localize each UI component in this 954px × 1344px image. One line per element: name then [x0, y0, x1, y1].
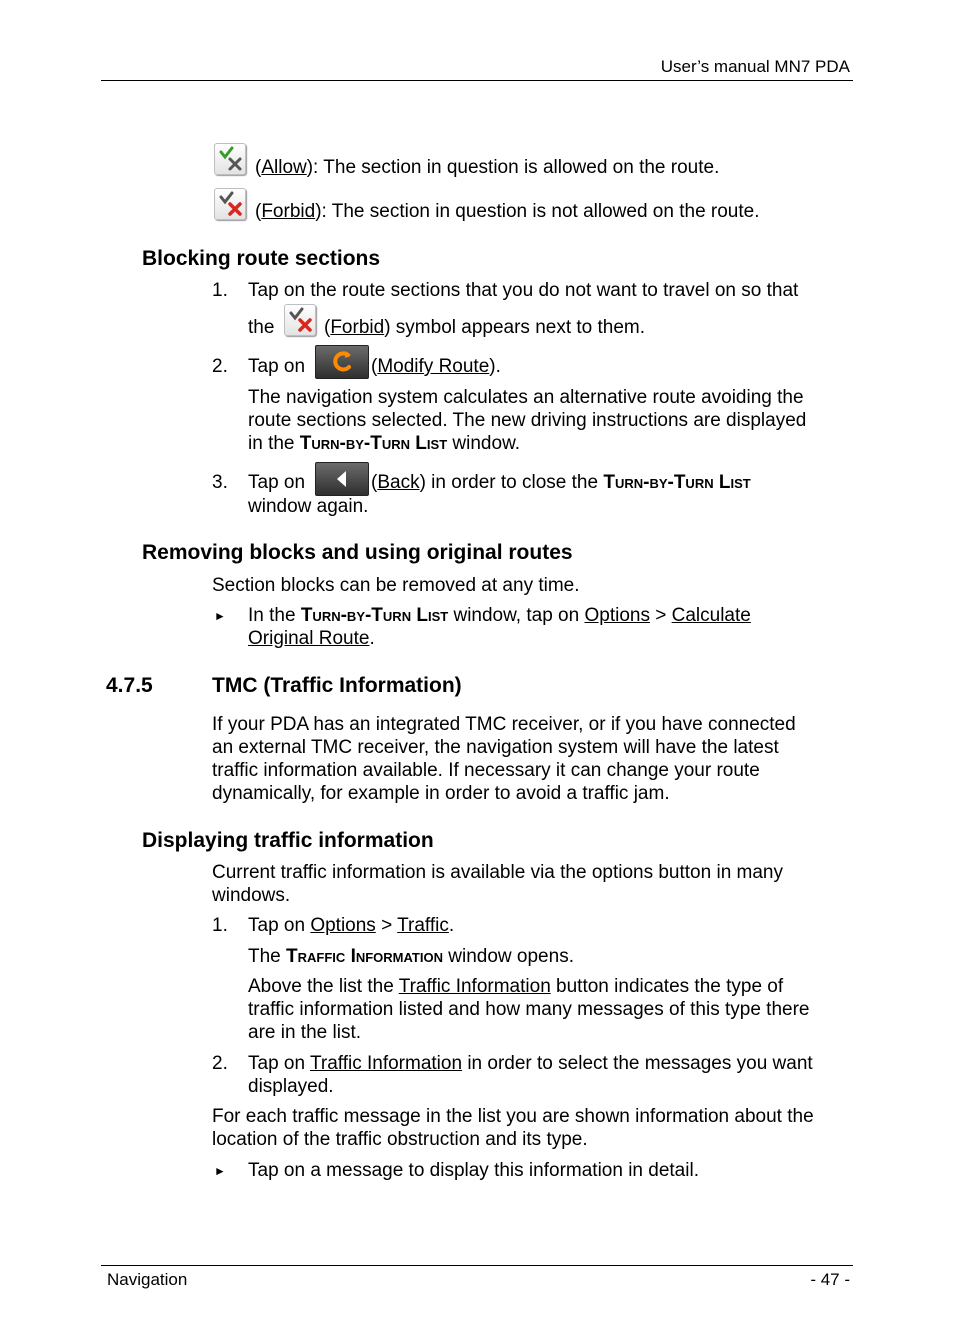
step-number: 2.: [212, 356, 228, 377]
step-number: 1.: [212, 280, 228, 301]
removing-item-line2: Original Route.: [248, 628, 375, 649]
forbid-link[interactable]: Forbid: [261, 201, 316, 222]
displaying-step1: Tap on Options > Traffic.: [248, 915, 455, 936]
section-number: 4.7.5: [106, 674, 153, 697]
removing-heading: Removing blocks and using original routes: [142, 541, 573, 564]
blocking-step3-line2: window again.: [248, 496, 369, 517]
allow-line: (Allow): The section in question is allowed on the route.: [255, 157, 720, 178]
window-name: Turn-by-Turn List: [300, 605, 449, 626]
displaying-heading: Displaying traffic information: [142, 829, 434, 852]
blocking-desc-line1: The navigation system calculates an alternative route avoiding the: [248, 387, 804, 408]
back-icon: [315, 462, 369, 496]
blocking-step2-pre: Tap on: [248, 356, 306, 377]
traffic-information-link[interactable]: Traffic Information: [398, 976, 551, 997]
blocking-heading: Blocking route sections: [142, 247, 381, 270]
removing-intro: Section blocks can be removed at any time.: [212, 575, 580, 596]
forbid-icon: [284, 304, 316, 336]
traffic-information-link[interactable]: Traffic Information: [309, 1053, 463, 1074]
tmc-para-line2: an external TMC receiver, the navigation system will have the latest: [212, 737, 779, 758]
displaying-above-line3: are in the list.: [248, 1022, 361, 1043]
page-number: - 47 -: [810, 1270, 850, 1289]
displaying-step2-line1: Tap on Traffic Information in order to select the messages you want: [248, 1053, 813, 1074]
removing-item-line1: In the Turn-by-Turn List window, tap on Options > Calculate: [248, 605, 751, 626]
allow-link[interactable]: Allow: [261, 157, 307, 178]
displaying-para-line1: For each traffic message in the list you are shown information about the: [212, 1106, 814, 1127]
blocking-desc-line3: in the Turn-by-Turn List window.: [248, 433, 521, 454]
displaying-above-line1: Above the list the Traffic Information button indicates the type of: [248, 976, 784, 997]
window-name: Traffic Information: [286, 946, 443, 967]
bullet-icon: ►: [214, 609, 226, 623]
forbid-icon: [214, 188, 246, 220]
displaying-intro-line2: windows.: [212, 885, 291, 906]
displaying-bullet-text: Tap on a message to display this information in detail.: [248, 1160, 699, 1181]
tmc-para-line4: dynamically, for example in order to avoid a traffic jam.: [212, 783, 670, 804]
bullet-icon: ►: [214, 1164, 226, 1178]
traffic-link[interactable]: Traffic: [397, 915, 449, 936]
displaying-step2-line2: displayed.: [248, 1076, 334, 1097]
footer-rule: [101, 1265, 853, 1266]
blocking-step3-text: (Back) in order to close the Turn-by-Turn List: [371, 472, 751, 493]
footer-section: Navigation: [107, 1270, 188, 1289]
tmc-para-line1: If your PDA has an integrated TMC receiver, or if you have connected: [212, 714, 796, 735]
calculate-original-route-link[interactable]: Original Route: [248, 628, 370, 649]
step-number: 2.: [212, 1053, 228, 1074]
displaying-above-line2: traffic information listed and how many messages of this type there: [248, 999, 810, 1020]
forbid-link[interactable]: Forbid: [330, 317, 385, 338]
window-name: Turn-by-Turn List: [603, 472, 751, 493]
calculate-original-route-link[interactable]: Calculate: [671, 605, 751, 626]
allow-icon: [214, 143, 246, 175]
blocking-step3-pre: Tap on: [248, 472, 306, 493]
options-link[interactable]: Options: [310, 915, 376, 936]
modify-route-icon: [315, 345, 369, 379]
window-name: Turn-by-Turn List: [299, 433, 448, 454]
step-number: 1.: [212, 915, 228, 936]
displaying-para-line2: location of the traffic obstruction and its type.: [212, 1129, 588, 1150]
displaying-opens: The Traffic Information window opens.: [248, 946, 574, 967]
forbid-line: (Forbid): The section in question is not allowed on the route.: [255, 201, 760, 222]
displaying-intro-line1: Current traffic information is available via the options button in many: [212, 862, 784, 883]
blocking-step2-text: (Modify Route).: [371, 356, 501, 377]
blocking-step1-pre: the: [248, 317, 275, 338]
step-number: 3.: [212, 472, 228, 493]
blocking-desc-line2: route sections selected. The new driving instructions are displayed: [248, 410, 807, 431]
header-rule: [101, 80, 853, 81]
back-link[interactable]: Back: [377, 472, 420, 493]
options-link[interactable]: Options: [584, 605, 650, 626]
tmc-heading: TMC (Traffic Information): [212, 674, 462, 697]
blocking-step1-line1: Tap on the route sections that you do not want to travel on so that: [248, 280, 799, 301]
blocking-step1-line2: (Forbid) symbol appears next to them.: [324, 317, 646, 338]
header-title: User’s manual MN7 PDA: [660, 57, 850, 76]
modify-route-link[interactable]: Modify Route: [377, 356, 490, 377]
tmc-para-line3: traffic information available. If necessary it can change your route: [212, 760, 760, 781]
